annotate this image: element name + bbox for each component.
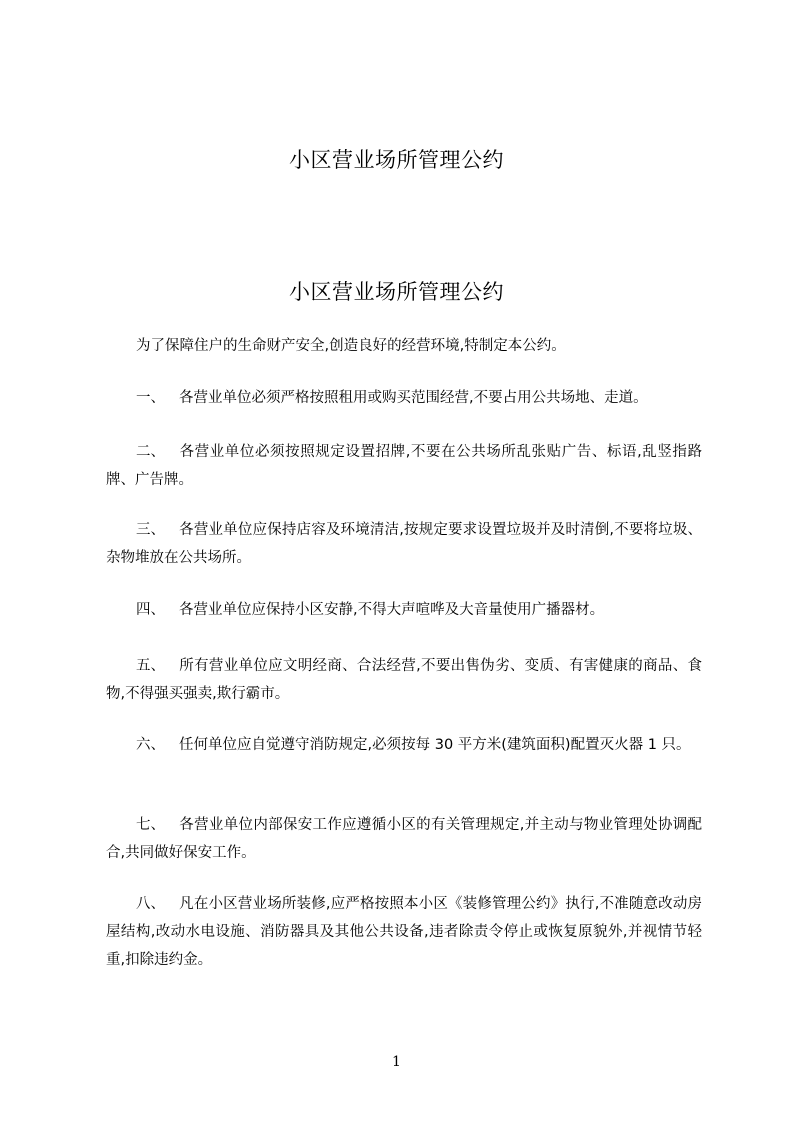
article-number: 三、 [136,522,165,538]
article-2 [106,438,702,494]
header-title: 小区营业场所管理公约 [289,148,504,172]
article-text: 各营业单位内部保安工作应遵循小区的有关管理规定,并主动与物业管理处协调配合,共同做好保安工作。 [106,817,702,861]
article-4 [106,596,702,624]
intro-text: 为了保障住户的生命财产安全,创造良好的经营环境,特制定本公约。 [136,338,566,354]
article-3 [106,516,702,572]
article-number: 七、 [136,817,165,833]
article-6 [106,731,702,759]
article-5 [106,652,702,708]
article-text: 各营业单位应保持小区安静,不得大声喧哗及大音量使用广播器材。 [179,602,605,618]
article-1 [106,384,702,412]
article-text: 各营业单位必须严格按照租用或购买范围经营,不要占用公共场地、走道。 [179,390,648,406]
article-8 [106,890,702,974]
article-text: 所有营业单位应文明经商、合法经营,不要出售伪劣、变质、有害健康的商品、食物,不得强买强卖,欺行霸市。 [106,658,702,702]
article-number: 八、 [136,896,165,912]
article-text: 各营业单位应保持店容及环境清洁,按规定要求设置垃圾并及时清倒,不要将垃圾、杂物堆放在公共场所。 [106,522,702,566]
document-title: 小区营业场所管理公约 [289,280,504,304]
article-text: 任何单位应自觉遵守消防规定,必须按每 30 平方米(建筑面积)配置灭火器 1 只。 [179,737,691,753]
article-number: 一、 [136,390,165,406]
intro-paragraph [106,332,702,360]
article-number: 五、 [136,658,165,674]
page-number: 1 [392,1054,401,1070]
article-text: 各营业单位必须按照规定设置招牌,不要在公共场所乱张贴广告、标语,乱竖指路牌、广告牌。 [106,444,702,488]
article-number: 二、 [136,444,165,460]
article-text: 凡在小区营业场所装修,应严格按照本小区《装修管理公约》执行,不准随意改动房屋结构,改动水电设施、消防器具及其他公共设备,违者除责令停止或恢复原貌外,并视情节轻重,扣除违约金。 [106,896,702,968]
article-7 [106,811,702,867]
article-number: 四、 [136,602,165,618]
article-number: 六、 [136,737,165,753]
